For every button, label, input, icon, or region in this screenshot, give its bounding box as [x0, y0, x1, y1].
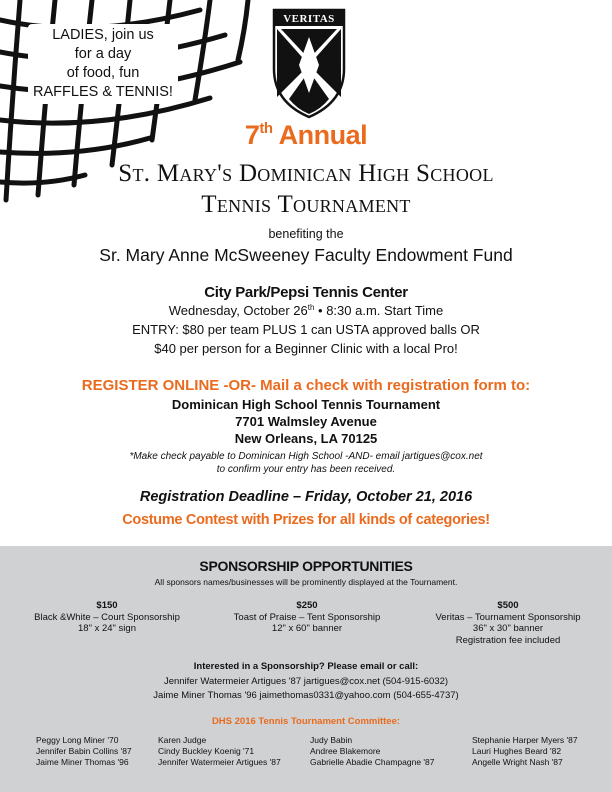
promo-line: of food, fun	[66, 65, 140, 81]
committee-member: Cindy Buckley Koenig '71	[158, 746, 255, 756]
tier-amount: $150	[96, 600, 118, 611]
committee-title: DHS 2016 Tennis Tournament Committee:	[211, 716, 401, 727]
tier-name: Toast of Praise – Tent Sponsorship	[233, 611, 381, 623]
fund-name: Sr. Mary Anne McSweeney Faculty Endowment Fund	[99, 245, 513, 265]
tier-name: Veritas – Tournament Sponsorship	[435, 611, 581, 623]
sponsorship-title: SPONSORSHIP OPPORTUNITIES	[199, 558, 413, 574]
committee-column	[158, 735, 281, 768]
tier-extra: Registration fee included	[455, 634, 561, 646]
committee-column	[472, 735, 578, 768]
benefiting-label: benefiting the	[268, 227, 344, 241]
committee-member: Jennifer Watermeier Artigues '87	[158, 757, 281, 767]
committee-member: Karen Judge	[158, 735, 207, 745]
sponsor-tier	[418, 600, 598, 646]
tournament-title: Tennis Tournament	[201, 191, 411, 218]
promo-line: for a day	[74, 46, 132, 62]
committee-member: Jennifer Babin Collins '87	[36, 746, 132, 756]
register-heading: REGISTER ONLINE -OR- Mail a check with registration form to:	[81, 377, 531, 394]
clinic-fee: $40 per person for a Beginner Clinic with a local Pro!	[154, 341, 458, 356]
promo-line: LADIES, join us	[52, 27, 154, 43]
mail-address-line: Dominican High School Tennis Tournament	[171, 397, 441, 412]
sponsorship-interest: Interested in a Sponsorship? Please email or call:	[193, 661, 419, 672]
sponsorship-subtitle: All sponsors names/businesses will be prominently displayed at the Tournament.	[154, 577, 458, 587]
committee-column	[310, 735, 435, 768]
committee-column	[36, 735, 132, 768]
tier-name: Black &White – Court Sponsorship	[34, 611, 180, 623]
mail-address-line: New Orleans, LA 70125	[234, 431, 378, 446]
payment-note: *Make check payable to Dominican High School -AND- email jartigues@cox.net	[129, 451, 483, 462]
promo-blurb	[28, 24, 178, 104]
costume-contest: Costume Contest with Prizes for all kinds of categories!	[122, 512, 490, 528]
veritas-crest-logo	[271, 7, 347, 119]
promo-line: RAFFLES & TENNIS!	[33, 84, 173, 100]
annual-heading: 7th Annual	[244, 120, 368, 150]
committee-member: Judy Babin	[310, 735, 353, 745]
school-name: St. Mary's Dominican High School	[118, 160, 494, 187]
sponsor-contact: Jaime Miner Thomas '96 jaimethomas0331@yahoo.com (504-655-4737)	[153, 690, 459, 701]
committee-member: Jaime Miner Thomas '96	[36, 757, 129, 767]
sponsor-tier	[17, 600, 197, 635]
committee-member: Stephanie Harper Myers '87	[472, 735, 578, 745]
tier-amount: $500	[497, 600, 519, 611]
tier-amount: $250	[296, 600, 318, 611]
registration-deadline: Registration Deadline – Friday, October 21, 2016	[139, 489, 473, 505]
committee-member: Lauri Hughes Beard '82	[472, 746, 562, 756]
tier-detail: 36" x 30" banner	[472, 623, 544, 634]
committee-member: Gabrielle Abadie Champagne '87	[310, 757, 435, 767]
crest-label: VERITAS	[283, 13, 335, 25]
committee-member: Angelle Wright Nash '87	[472, 757, 563, 767]
mail-address-line: 7701 Walmsley Avenue	[235, 414, 377, 429]
entry-fee: ENTRY: $80 per team PLUS 1 can USTA approved balls OR	[132, 322, 480, 337]
venue-name: City Park/Pepsi Tennis Center	[204, 284, 408, 301]
committee-member: Peggy Long Miner '70	[36, 735, 119, 745]
payment-note: to confirm your entry has been received.	[216, 464, 396, 475]
tier-detail: 18" x 24" sign	[78, 623, 136, 634]
committee-member: Andree Blakemore	[310, 746, 381, 756]
sponsor-tier	[217, 600, 397, 635]
tier-detail: 12" x 60" banner	[271, 623, 343, 634]
event-date: Wednesday, October 26th • 8:30 a.m. Start Time	[168, 303, 444, 318]
sponsor-contact: Jennifer Watermeier Artigues '87 jartigues@cox.net (504-915-6032)	[163, 676, 449, 687]
